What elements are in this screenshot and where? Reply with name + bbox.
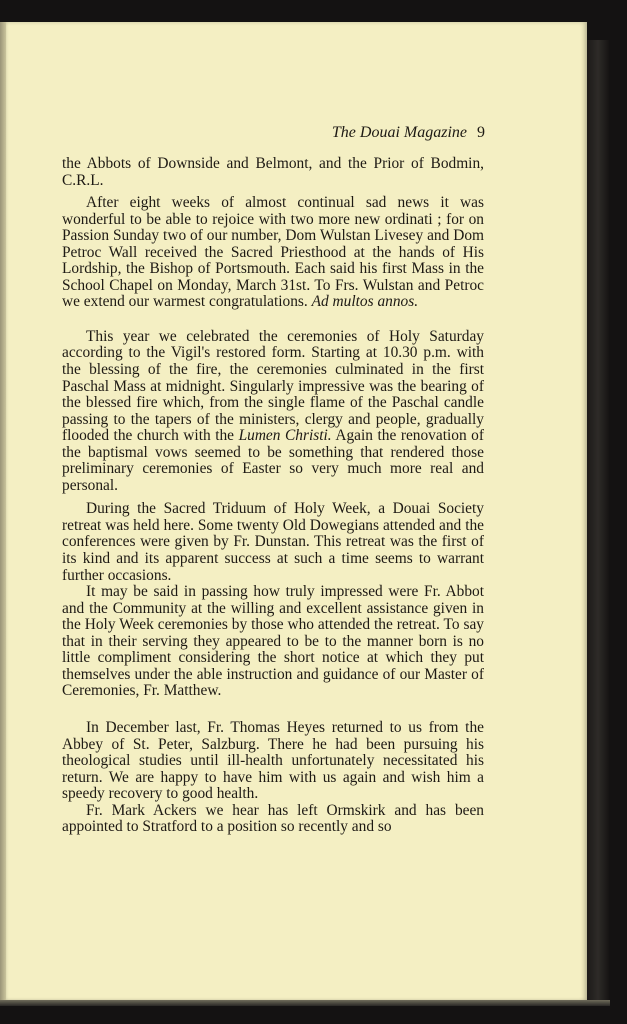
paragraph-3: This year we celebrated the ceremonies of Holy Saturday according to the Vigil's restored form. Starting at 10.30 p.m. with the blessing of the fire, the ceremonies culminated in the first Paschal Mass at midnight. Singularly impressive was the bearing of the blessed fire which, from the single flame of the Paschal candle passing to the tapers of the ministers, clergy and people, gradually flooded the church with the Lumen Christi. Again the renovation of the baptismal vows seemed to be something that rendered those preliminary ceremonies of Easter so very much more real and personal. (62, 327, 484, 494)
paragraph-4: During the Sacred Triduum of Holy Week, a Douai Society retreat was held here. Some twenty Old Dowegians attended and the conferences were given by Fr. Dunstan. This retreat was the first of its kind and its apparent success at such a time seems to warrant further occasions. (62, 500, 484, 584)
lumen-christi: Lumen Christi. (238, 427, 332, 445)
article-body (62, 156, 484, 836)
paragraph-6: In December last, Fr. Thomas Heyes returned to us from the Abbey of St. Peter, Salzburg. There he had been pursuing his theological studies until ill-health unfortunately necessitated his return. We are happy to have him with us again and wish him a speedy recovery to good health. (62, 718, 484, 803)
book-cover-edge (587, 40, 609, 1000)
page-bottom-edge (0, 1000, 610, 1006)
paragraph-7: Fr. Mark Ackers we hear has left Ormskirk and has been appointed to Stratford to a position so recently and so (62, 801, 484, 836)
latin-phrase: Ad multos annos. (311, 293, 419, 311)
magazine-title: The Douai Magazine (331, 124, 467, 141)
paragraph-1: the Abbots of Downside and Belmont, and the Prior of Bodmin, C.R.L. (62, 155, 484, 189)
running-header (0, 124, 485, 142)
page-number: 9 (477, 124, 485, 141)
paragraph-2: After eight weeks of almost continual sad news it was wonderful to be able to rejoice with two more new ordinati ; for on Passion Sunday two of our number, Dom Wulstan Livesey and Dom Petroc Wall received the Sacred Priesthood at the hands of His Lordship, the Bishop of Portsmouth. Each said his first Mass in the School Chapel on Monday, March 31st. To Frs. Wulstan and Petroc we extend our warmest congratulations. Ad multos annos. (62, 194, 484, 311)
paragraph-5: It may be said in passing how truly impressed were Fr. Abbot and the Community at the willing and excellent assistance given in the Holy Week ceremonies by those who attended the retreat. To say that in their serving they appeared to be to the manner born is no little compliment considering the short notice at which they put themselves under the able instruction and guidance of our Master of Ceremonies, Fr. Matthew. (62, 583, 484, 700)
